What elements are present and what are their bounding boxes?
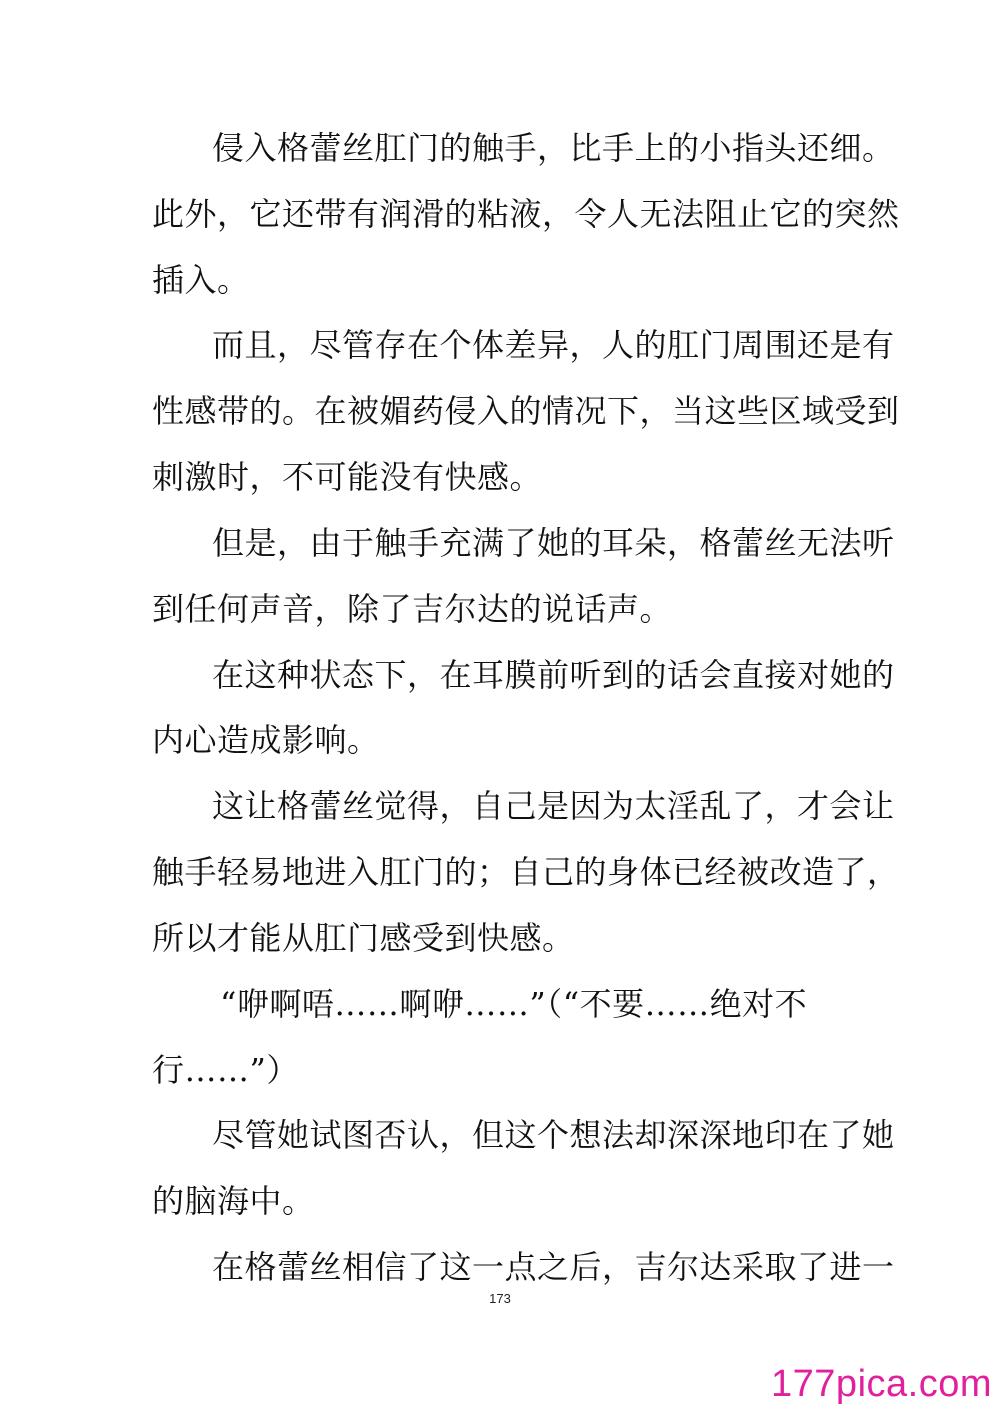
text-line: 内心造成影响。 — [152, 721, 380, 759]
page-number: 173 — [489, 1291, 511, 1306]
text-line: 的脑海中。 — [152, 1182, 315, 1220]
text-line: 但是，由于触手充满了她的耳朵，格蕾丝无法听 — [212, 524, 895, 562]
text-line: 在格蕾丝相信了这一点之后，吉尔达采取了进一 — [212, 1248, 895, 1286]
text-line: 触手轻易地进入肛门的；自己的身体已经被改造了， — [152, 853, 900, 891]
text-line: 尽管她试图否认，但这个想法却深深地印在了她 — [212, 1116, 895, 1154]
text-line: 刺激时，不可能没有快感。 — [152, 458, 543, 496]
text-line: 行……”） — [152, 1051, 299, 1089]
text-line: 侵入格蕾丝肛门的触手，比手上的小指头还细。 — [212, 129, 895, 167]
text-line: 到任何声音，除了吉尔达的说话声。 — [152, 590, 673, 628]
text-line: 所以才能从肛门感受到快感。 — [152, 919, 575, 957]
text-line: 插入。 — [152, 261, 250, 299]
text-line: 这让格蕾丝觉得，自己是因为太淫乱了，才会让 — [212, 787, 895, 825]
text-line: 而且，尽管存在个体差异，人的肛门周围还是有 — [212, 326, 895, 364]
watermark: 177pica.com — [771, 1363, 992, 1405]
text-line: 此外，它还带有润滑的粘液，令人无法阻止它的突然 — [152, 195, 900, 233]
text-line: 在这种状态下，在耳膜前听到的话会直接对她的 — [212, 656, 895, 694]
text-line: 性感带的。在被媚药侵入的情况下，当这些区域受到 — [152, 392, 900, 430]
text-line: “咿啊唔……啊咿……”（“不要……绝对不 — [220, 985, 808, 1023]
